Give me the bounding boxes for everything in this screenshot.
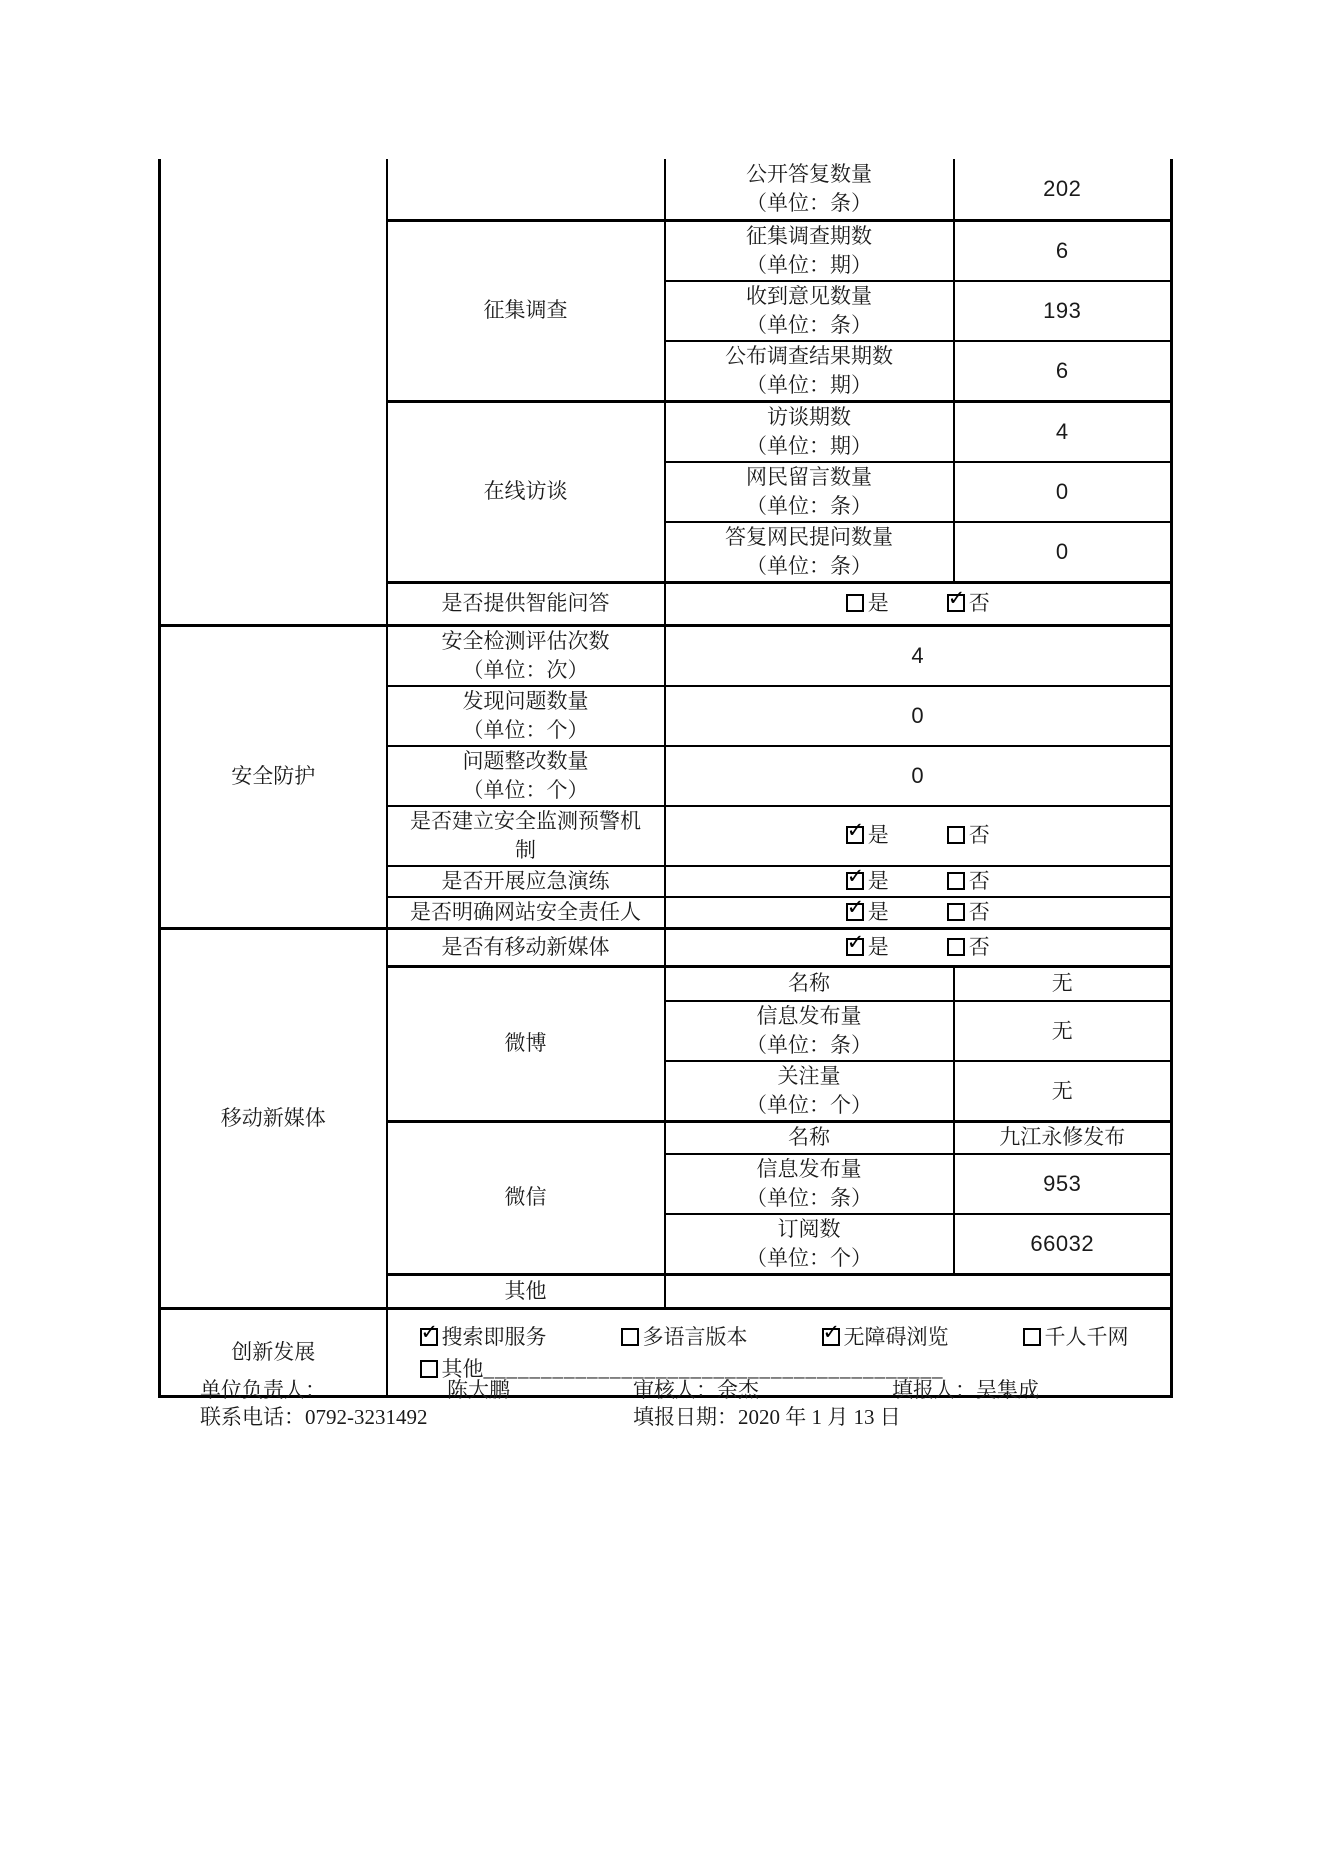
yes-option xyxy=(846,898,889,927)
item-unit: （单位：个） xyxy=(746,1245,872,1270)
value-cell xyxy=(954,401,1172,462)
item-label: 名称 xyxy=(788,971,830,996)
yes-option xyxy=(846,589,889,618)
value-cell xyxy=(954,522,1172,583)
item-label-cell xyxy=(387,806,665,866)
checkbox-unchecked-icon xyxy=(947,826,965,844)
checkbox-unchecked-icon xyxy=(947,872,965,890)
item-label: 是否有移动新媒体 xyxy=(441,934,610,959)
yes-no-cell xyxy=(665,582,1172,625)
value-cell xyxy=(954,220,1172,281)
no-option xyxy=(947,933,990,962)
value: 0 xyxy=(911,702,925,728)
item-label-cell xyxy=(665,281,954,341)
item-label-cell xyxy=(665,462,954,522)
value: 无 xyxy=(1051,1078,1073,1103)
yes-option xyxy=(846,821,889,850)
value-cell xyxy=(954,462,1172,522)
item-label-cell xyxy=(665,220,954,281)
item-unit: （单位：条） xyxy=(746,553,872,578)
value-cell xyxy=(665,686,1172,746)
checkbox-checked-icon xyxy=(846,903,864,921)
no-label: 否 xyxy=(968,868,990,893)
item-unit: （单位：条） xyxy=(746,190,872,215)
item-label-cell xyxy=(665,159,954,220)
group-label-cell xyxy=(387,220,665,401)
group-label: 其他 xyxy=(504,1278,547,1303)
checkbox-checked-icon xyxy=(420,1328,438,1346)
innovation-option xyxy=(420,1323,547,1352)
item-label: 答复网民提问数量 xyxy=(725,524,893,549)
item-unit: （单位：条） xyxy=(746,1033,872,1057)
item-label-cell xyxy=(665,966,954,1001)
checkbox-checked-icon xyxy=(846,938,864,956)
item-label: 名称 xyxy=(788,1125,830,1150)
item-label-cell xyxy=(665,341,954,402)
table-row xyxy=(160,625,1172,686)
value: 6 xyxy=(1055,237,1069,263)
value: 6 xyxy=(1055,357,1069,383)
checkbox-checked-icon xyxy=(822,1328,840,1346)
section-label: 移动新媒体 xyxy=(220,1105,326,1130)
value-cell xyxy=(954,281,1172,341)
no-option xyxy=(947,821,990,850)
checkbox-unchecked-icon xyxy=(621,1328,639,1346)
table-row xyxy=(160,928,1172,966)
item-unit: （单位：次） xyxy=(462,657,589,682)
value: 九江永修发布 xyxy=(999,1125,1126,1150)
no-label: 否 xyxy=(968,899,990,924)
annual-report-table xyxy=(158,159,1173,1398)
yes-option xyxy=(846,867,889,896)
value-cell xyxy=(954,966,1172,1001)
item-unit: （单位：个） xyxy=(746,1093,872,1117)
no-option xyxy=(947,589,990,618)
group-label-cell xyxy=(387,401,665,582)
group-label-cell xyxy=(387,1122,665,1275)
auditor: 审核人：余杰 xyxy=(633,1378,759,1402)
item-label: 信息发布量 xyxy=(756,1004,862,1028)
yes-no-cell xyxy=(665,806,1172,866)
item-label: 安全检测评估次数 xyxy=(441,628,610,653)
yes-label: 是 xyxy=(867,868,889,893)
checkbox-unchecked-icon xyxy=(947,938,965,956)
checkbox-checked-icon xyxy=(846,872,864,890)
item-unit: （单位：期） xyxy=(746,433,872,458)
option-label: 多语言版本 xyxy=(642,1324,748,1349)
item-label: 网民留言数量 xyxy=(746,464,872,489)
yes-label: 是 xyxy=(867,899,889,924)
no-label: 否 xyxy=(968,823,990,847)
option-label: 无障碍浏览 xyxy=(843,1324,949,1349)
item-label: 发现问题数量 xyxy=(462,688,589,713)
group-label-cell xyxy=(387,966,665,1122)
item-unit: （单位：条） xyxy=(746,312,872,337)
value: 0 xyxy=(911,762,925,788)
value-cell xyxy=(665,625,1172,686)
innovation-option xyxy=(822,1323,949,1352)
value: 0 xyxy=(1055,538,1069,564)
value-cell xyxy=(665,1274,1172,1308)
group-label: 微博 xyxy=(504,1031,547,1056)
value: 4 xyxy=(1055,418,1069,444)
footer xyxy=(0,1374,1323,1444)
group-label: 在线访谈 xyxy=(483,479,568,503)
unit-head-label: 单位负责人： xyxy=(200,1378,326,1402)
item-label-cell xyxy=(665,1001,954,1061)
item-label-cell xyxy=(387,625,665,686)
value-cell xyxy=(954,341,1172,402)
section-label: 创新发展 xyxy=(231,1339,316,1364)
group-empty-cell xyxy=(387,159,665,220)
report-table-wrap xyxy=(158,159,1173,1398)
filler: 填报人：吴集成 xyxy=(892,1378,1039,1402)
checkbox-unchecked-icon xyxy=(846,594,864,612)
item-label-cell xyxy=(665,1154,954,1214)
item-label-cell xyxy=(665,401,954,462)
item-unit: （单位：条） xyxy=(746,493,872,518)
innovation-option xyxy=(621,1323,748,1352)
value: 0 xyxy=(1055,478,1069,504)
item-label: 是否明确网站安全责任人 xyxy=(410,899,641,924)
innovation-option xyxy=(1023,1323,1129,1352)
item-label-cell xyxy=(387,746,665,806)
item-label: 征集调查期数 xyxy=(746,223,872,248)
yes-no-cell xyxy=(665,928,1172,966)
value: 202 xyxy=(1043,175,1082,201)
item-label: 是否建立安全监测预警机制 xyxy=(410,808,641,862)
table-row xyxy=(160,159,1172,220)
value-cell xyxy=(954,1122,1172,1154)
value: 无 xyxy=(1051,1018,1073,1043)
section-empty-cell xyxy=(160,159,387,625)
no-label: 否 xyxy=(968,591,990,615)
contact-phone: 联系电话：0792-3231492 xyxy=(200,1405,428,1429)
item-label: 是否提供智能问答 xyxy=(441,591,610,615)
checkbox-unchecked-icon xyxy=(947,903,965,921)
item-label-cell xyxy=(665,1061,954,1122)
item-label: 订阅数 xyxy=(777,1216,841,1241)
item-label: 信息发布量 xyxy=(756,1156,862,1181)
item-label-cell xyxy=(387,928,665,966)
value: 193 xyxy=(1043,297,1082,323)
value-cell xyxy=(954,1154,1172,1214)
group-label: 微信 xyxy=(504,1185,547,1210)
unit-head-name: 陈大鹏 xyxy=(447,1378,510,1402)
value: 66032 xyxy=(1030,1230,1095,1256)
value-cell xyxy=(665,746,1172,806)
value-cell xyxy=(954,1214,1172,1275)
group-label-cell xyxy=(387,1274,665,1308)
item-label: 是否开展应急演练 xyxy=(441,868,610,893)
item-label-cell xyxy=(665,522,954,583)
fill-date: 填报日期：2020 年 1 月 13 日 xyxy=(633,1405,901,1429)
item-label-cell xyxy=(387,582,665,625)
yes-no-cell xyxy=(665,897,1172,929)
item-unit: （单位：期） xyxy=(746,372,872,397)
fill-in-blank-line: ________________________________________ xyxy=(483,1356,944,1381)
yes-no-cell xyxy=(665,866,1172,897)
item-label-cell xyxy=(387,897,665,929)
innovation-options-line1 xyxy=(420,1323,1167,1352)
section-label-cell xyxy=(160,625,387,928)
item-label-cell xyxy=(665,1214,954,1275)
checkbox-unchecked-icon xyxy=(1023,1328,1041,1346)
value-cell xyxy=(954,1061,1172,1122)
option-label: 其他 xyxy=(441,1356,484,1381)
item-label: 访谈期数 xyxy=(767,404,851,429)
item-unit: （单位：个） xyxy=(462,717,589,742)
no-option xyxy=(947,867,990,896)
item-label: 关注量 xyxy=(777,1064,841,1088)
section-label-cell xyxy=(160,928,387,1308)
value: 953 xyxy=(1043,1170,1082,1196)
item-unit: （单位：条） xyxy=(746,1185,872,1210)
no-option xyxy=(947,898,990,927)
item-label: 公布调查结果期数 xyxy=(725,343,893,368)
item-unit: （单位：期） xyxy=(746,252,872,277)
yes-label: 是 xyxy=(867,591,889,615)
item-label-cell xyxy=(387,866,665,897)
yes-label: 是 xyxy=(867,823,889,847)
group-label: 征集调查 xyxy=(483,298,568,322)
checkbox-checked-icon xyxy=(947,594,965,612)
option-label: 搜索即服务 xyxy=(441,1324,547,1349)
item-label: 收到意见数量 xyxy=(746,283,872,308)
item-unit: （单位：个） xyxy=(462,777,589,802)
item-label-cell xyxy=(665,1122,954,1154)
option-label: 千人千网 xyxy=(1044,1324,1129,1349)
section-label: 安全防护 xyxy=(231,764,316,788)
value-cell xyxy=(954,1001,1172,1061)
yes-label: 是 xyxy=(867,934,889,959)
item-label-cell xyxy=(387,686,665,746)
yes-option xyxy=(846,933,889,962)
value: 无 xyxy=(1051,971,1073,996)
no-label: 否 xyxy=(968,934,990,959)
value-cell xyxy=(954,159,1172,220)
item-label: 问题整改数量 xyxy=(462,748,589,773)
checkbox-checked-icon xyxy=(846,826,864,844)
item-label: 公开答复数量 xyxy=(746,161,872,186)
value: 4 xyxy=(911,642,925,668)
